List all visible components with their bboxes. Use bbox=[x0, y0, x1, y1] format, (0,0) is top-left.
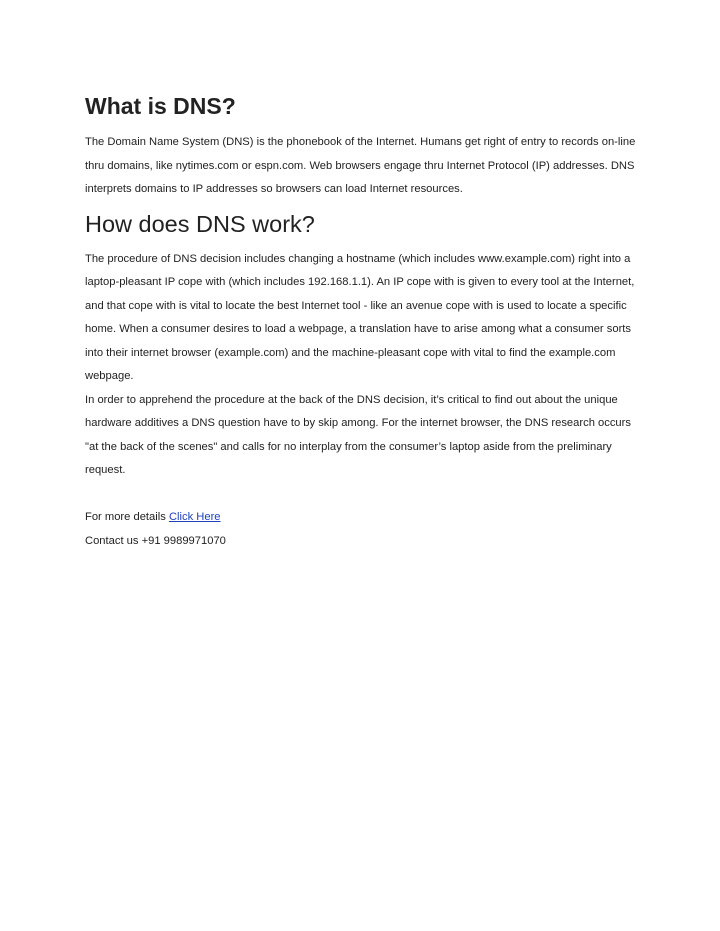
dns-procedure-paragraph: The procedure of DNS decision includes changing a hostname (which includes www.example.com) right into a laptop-pleasant IP cope with (which includes 192.168.1.1). An IP cope with is given to every tool at the Internet, and that cope with is vital to locate the best Internet tool - like an avenue cope with is used to locate a specific home. When a consumer desires to load a webpage, a translation have to arise among what a consumer sorts into their internet browser (example.com) and the machine-pleasant cope with vital to find the example.com webpage. bbox=[85, 252, 635, 382]
click-here-link[interactable]: Click Here bbox=[168, 511, 221, 523]
document-content bbox=[85, 88, 645, 553]
blank-line bbox=[85, 483, 645, 507]
details-line bbox=[85, 506, 645, 530]
section-title: How does DNS work? bbox=[85, 210, 315, 237]
intro-paragraph: The Domain Name System (DNS) is the phonebook of the Internet. Humans get right of entry to records on-line thru domains, like nytimes.com or espn.com. Web browsers engage thru Internet Protocol (IP) addresses. DNS interprets domains to IP addresses so browsers can load Internet resources. bbox=[85, 136, 636, 195]
contact-line: Contact us +91 9989971070 bbox=[85, 534, 226, 547]
page-title: What is DNS? bbox=[85, 93, 236, 119]
dns-hardware-paragraph: In order to apprehend the procedure at the back of the DNS decision, it’s critical to find out about the unique hardware additives a DNS question have to by skip among. For the internet browser, the DNS research occurs "at the back of the scenes" and calls for no interplay from the consumer’s laptop aside from the preliminary request. bbox=[85, 393, 631, 476]
details-label: For more details bbox=[85, 511, 166, 523]
